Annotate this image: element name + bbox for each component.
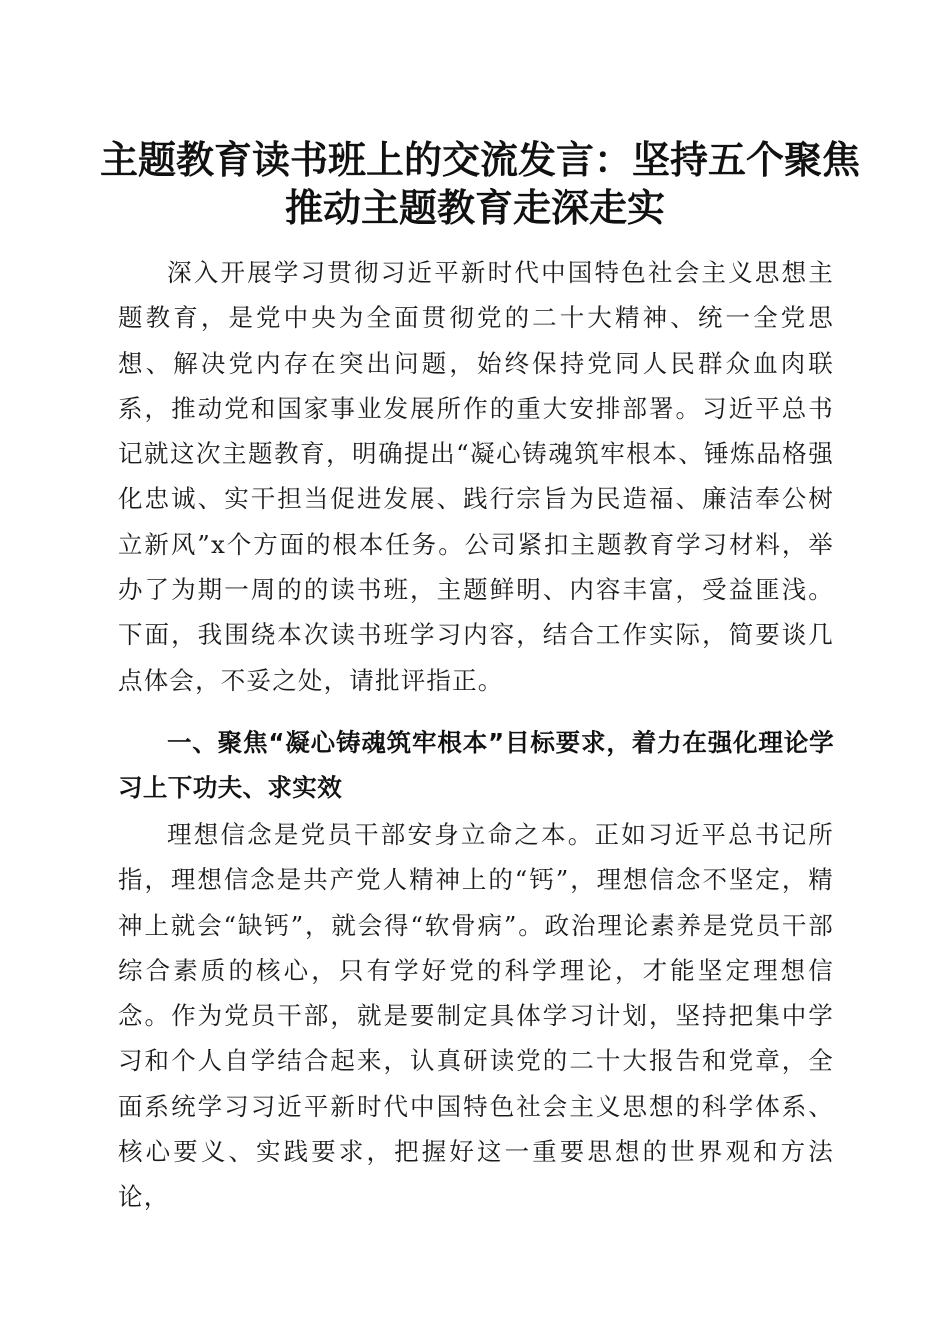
section-1-paragraph: 理想信念是党员干部安身立命之本。正如习近平总书记所指，理想信念是共产党人精神上的“钙”，理想信念不坚定，精神上就会“缺钙”，就会得“软骨病”。政治理论素养是党员干部综合素质的核心，只有学好党的科学理论，才能坚定理想信念。作为党员干部，就是要制定具体学习计划，坚持把集中学习和个人自学结合起来，认真研读党的二十大报告和党章，全面系统学习习近平新时代中国特色社会主义思想的科学体系、核心要义、实践要求，把握好这一重要思想的世界观和方法论，: [118, 820, 834, 1212]
document-title-line-2: 推动主题教育走深走实: [284, 185, 665, 230]
section-heading-1: 一、聚焦“凝心铸魂筑牢根本”目标要求，着力在强化理论学习上下功夫、求实效: [118, 728, 834, 803]
intro-paragraph: 深入开展学习贯彻习近平新时代中国特色社会主义思想主题教育，是党中央为全面贯彻党的二十大精神、统一全党思想、解决党内存在突出问题，始终保持党同人民群众血肉联系，推动党和国家事业发展所作的重大安排部署。习近平总书记就这次主题教育，明确提出“凝心铸魂筑牢根本、锤炼品格强化忠诚、实干担当促进发展、践行宗旨为民造福、廉洁奉公树立新风”x个方面的根本任务。公司紧扣主题教育学习材料，举办了为期一周的的读书班，主题鲜明、内容丰富，受益匪浅。下面，我围绕本次读书班学习内容，结合工作实际，简要谈几点体会，不妥之处，请批评指正。: [118, 258, 834, 695]
document-title-line-1: 主题教育读书班上的交流发言：坚持五个聚焦: [100, 137, 861, 182]
